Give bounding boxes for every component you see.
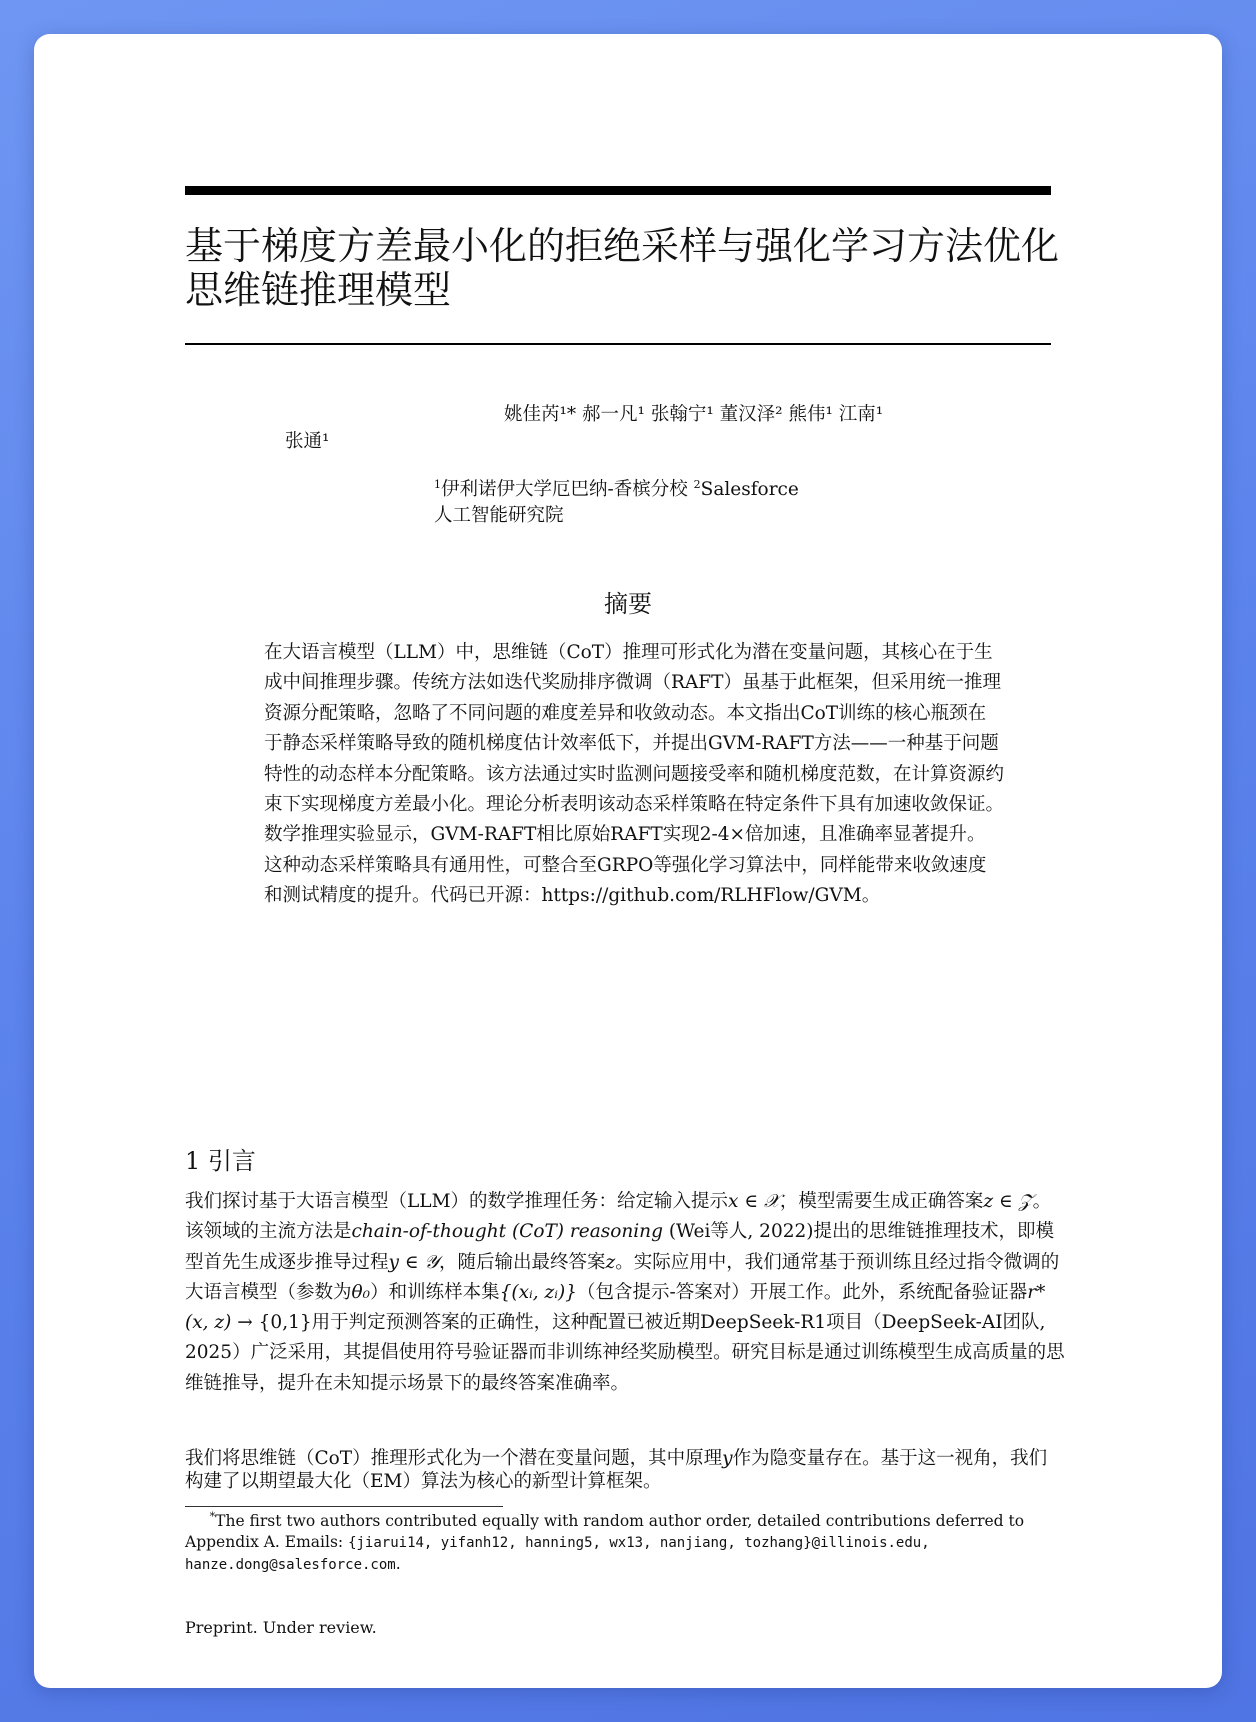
affiliation-mark-1: 1 (434, 477, 441, 491)
section-number: 1 (185, 1147, 201, 1175)
math-inline: y (722, 1448, 733, 1469)
text-run: → {0,1}用于判定预测答案的正确性，这种配置已被近期DeepSeek-R1项目（DeepSeek-AI团队, 2025）广泛采用，其提倡使用符号验证器而非训练神经奖励模型。研究目标是通过训练模型生成高质量的思维链推导，提升在未知提示场景下的最终答案准确率。 (185, 1312, 1065, 1394)
math-inline: z (605, 1251, 616, 1273)
abstract-text: 在大语言模型（LLM）中，思维链（CoT）推理可形式化为潜在变量问题，其核心在于生成中间推理步骤。传统方法如迭代奖励排序微调（RAFT）虽基于此框架，但采用统一推理资源分配策略，忽略了不同问题的难度差异和收敛动态。本文指出CoT训练的核心瓶颈在于静态采样策略导致的随机梯度估计效率低下，并提出GVM-RAFT方法——一种基于问题特性的动态样本分配策略。该方法通过实时监测问题接受率和随机梯度范数，在计算资源约束下实现梯度方差最小化。理论分析表明该动态采样策略在特定条件下具有加速收敛保证。数学推理实验显示，GVM-RAFT相比原始RAFT实现2-4×倍加速，且准确率显著提升。这种动态采样策略具有通用性，可整合至GRPO等强化学习算法中，同样能带来收敛速度和测试精度的提升。代码已开源：https://github.com/RLHFlow/GVM。 (264, 642, 1005, 907)
intro-paragraph-1 (185, 1187, 1065, 1399)
text-run: 我们将思维链（CoT）推理形式化为一个潜在变量问题，其中原理 (185, 1448, 723, 1469)
math-inline: {(xᵢ, zᵢ)} (499, 1281, 577, 1303)
text-run: 我们探讨基于大语言模型（LLM）的数学推理任务：给定输入提示 (185, 1191, 729, 1212)
text-run: 。实际应用中，我们通常基于预训练且经过指令微调的大语言模型（参数为 (185, 1251, 1060, 1303)
author-list-continued: 张通¹ (285, 431, 330, 452)
abstract-heading: 摘要 (604, 590, 652, 618)
footnote-text: The first two authors contributed equally with random author order, detailed contributions deferred to Appendix A. Emails: (185, 1512, 1025, 1551)
math-inline: θ₀ (351, 1281, 371, 1303)
math-inline: x ∈ 𝒳 (728, 1191, 780, 1212)
paper-title: 基于梯度方差最小化的拒绝采样与强化学习方法优化思维链推理模型 (185, 224, 1060, 312)
preprint-notice: Preprint. Under review. (185, 1618, 377, 1637)
footnote-mark: * (209, 1509, 216, 1523)
footnote-end: . (395, 1555, 401, 1573)
text-run: (Wei等人, 2022)提出的思维链推理技术，即模型首先生成逐步推导过程 (185, 1221, 1054, 1273)
footnote (185, 1511, 1065, 1576)
footnote-emails: {jiarui14, yifanh12, hanning5, wx13, nanjiang, tozhang}@illinois.edu, hanze.dong@salesforce.com (185, 1535, 930, 1573)
text-run: 。该领域的主流方法是 (185, 1191, 1052, 1243)
text-run: 作为隐变量存在。基于这一视角，我们构建了以期望最大化（EM）算法为核心的新型计算框架。 (185, 1448, 1048, 1492)
title-bottom-rule (185, 343, 1051, 345)
math-inline: y ∈ 𝒴 (388, 1251, 439, 1273)
text-run: ）和训练样本集 (370, 1281, 500, 1303)
title-top-rule (185, 186, 1051, 195)
text-run: ，模型需要生成正确答案 (779, 1191, 984, 1212)
section-title: 引言 (207, 1147, 256, 1175)
intro-paragraph-2 (185, 1447, 1065, 1493)
text-run: （包含提示-答案对）开展工作。此外，系统配备验证器 (576, 1281, 1028, 1303)
affiliation-1: 伊利诺伊大学厄巴纳-香槟分校 (441, 479, 694, 500)
math-inline: r*(x, z) (185, 1281, 1046, 1334)
author-list: 姚佳芮¹* 郝一凡¹ 张翰宁¹ 董汉泽² 熊伟¹ 江南¹ (504, 404, 884, 425)
footnote-rule (185, 1506, 503, 1507)
section-heading (185, 1141, 256, 1176)
text-run: ，随后输出最终答案 (438, 1251, 606, 1273)
math-inline: z ∈ 𝒵 (983, 1191, 1033, 1212)
paper-page (34, 34, 1222, 1688)
emphasis-term: chain-of-thought (CoT) reasoning (351, 1221, 663, 1243)
affiliation-2: Salesforce 人工智能研究院 (434, 479, 799, 526)
affiliation-mark-2: 2 (693, 477, 701, 491)
affiliations (434, 477, 814, 529)
